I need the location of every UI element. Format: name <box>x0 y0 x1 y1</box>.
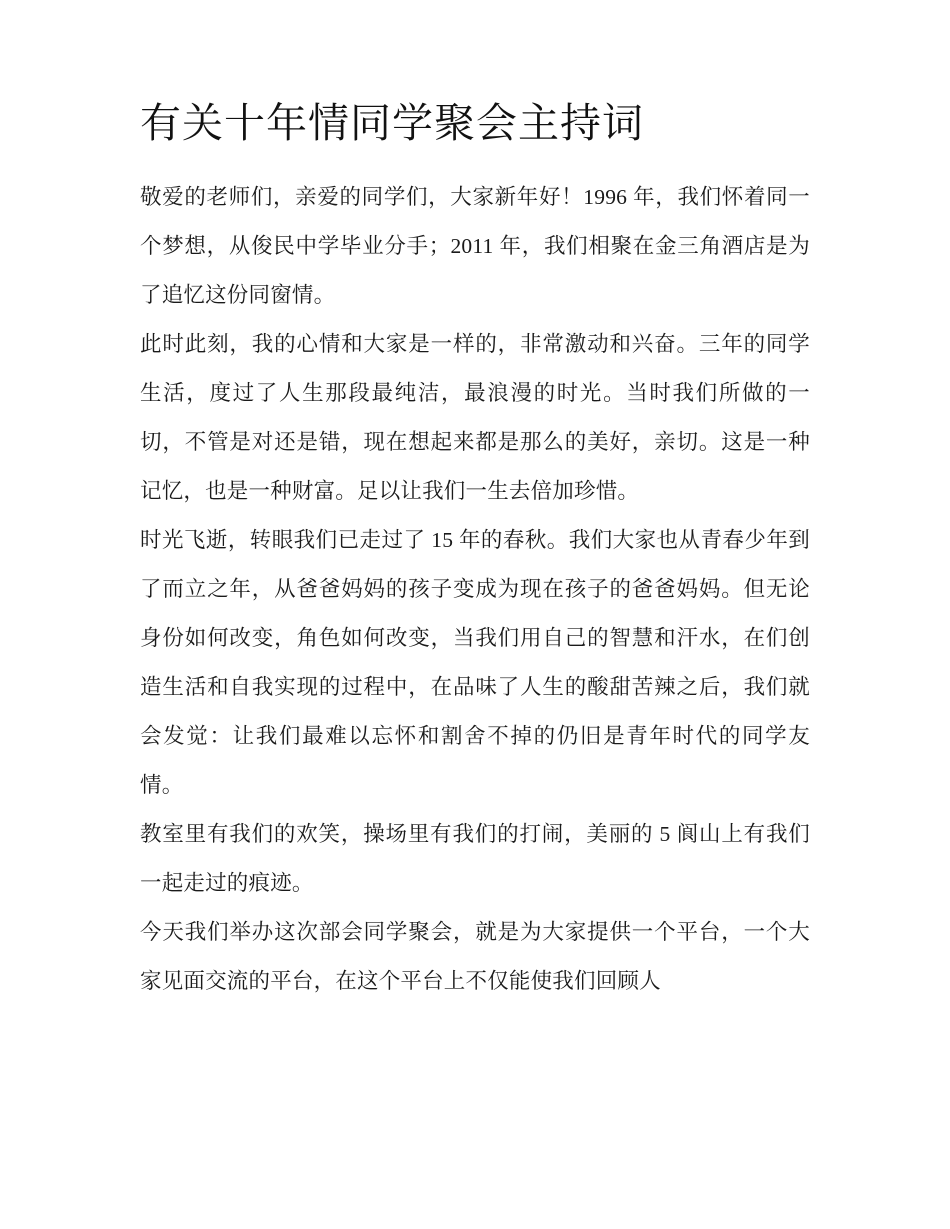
paragraph: 此时此刻，我的心情和大家是一样的，非常激动和兴奋。三年的同学生活，度过了人生那段最纯洁，最浪漫的时光。当时我们所做的一切，不管是对还是错，现在想起来都是那么的美好，亲切。这是一种记忆，也是一种财富。足以让我们一生去倍加珍惜。 <box>140 332 810 504</box>
paragraph: 敬爱的老师们，亲爱的同学们，大家新年好！1996 年，我们怀着同一个梦想，从俊民中学毕业分手；2011 年，我们相聚在金三角酒店是为了追忆这份同窗情。 <box>140 185 810 308</box>
paragraph: 时光飞逝，转眼我们已走过了 15 年的春秋。我们大家也从青春少年到了而立之年，从爸爸妈妈的孩子变成为现在孩子的爸爸妈妈。但无论身份如何改变，角色如何改变，当我们用自己的智慧和汗水，在们创造生活和自我实现的过程中，在品味了人生的酸甜苦辣之后，我们就会发觉：让我们最难以忘怀和割舍不掉的仍旧是青年时代的同学友情。 <box>140 528 810 798</box>
document-body <box>140 173 810 1006</box>
page-title: 有关十年情同学聚会主持词 <box>140 99 644 147</box>
paragraph: 今天我们举办这次部会同学聚会，就是为大家提供一个平台，一个大家见面交流的平台，在这个平台上不仅能使我们回顾人 <box>140 920 810 994</box>
paragraph: 教室里有我们的欢笑，操场里有我们的打闹，美丽的 5 阆山上有我们一起走过的痕迹。 <box>140 822 810 896</box>
